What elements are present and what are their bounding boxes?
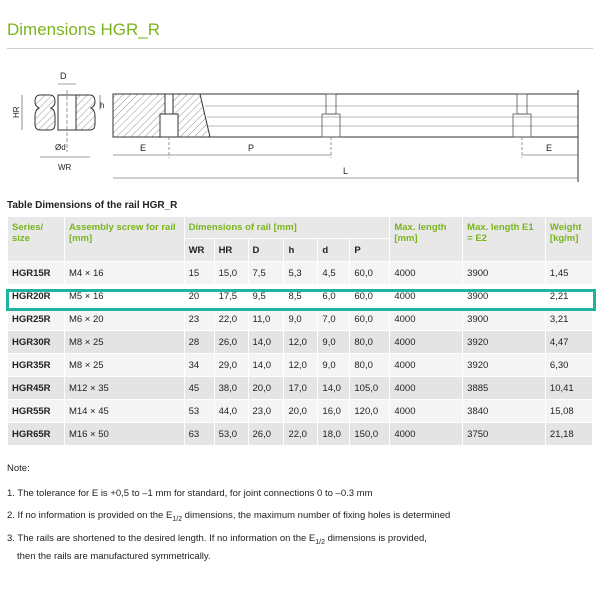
table-cell: 10,41: [545, 377, 592, 400]
table-cell: 44,0: [214, 400, 248, 423]
subheader-wr: WR: [184, 239, 214, 262]
table-cell: 4000: [390, 354, 463, 377]
table-cell: HGR30R: [8, 331, 65, 354]
table-cell: 3885: [463, 377, 546, 400]
table-cell: M16 × 50: [64, 423, 184, 446]
table-cell: 20,0: [284, 400, 318, 423]
table-cell: 60,0: [350, 262, 390, 285]
table-title: Table Dimensions of the rail HGR_R: [7, 200, 178, 211]
table-cell: 9,5: [248, 285, 284, 308]
table-cell: 2,21: [545, 285, 592, 308]
table-cell: 80,0: [350, 354, 390, 377]
dim-l-label: L: [343, 166, 349, 176]
subheader-p: P: [350, 239, 390, 262]
table-cell: 3,21: [545, 308, 592, 331]
table-cell: M8 × 25: [64, 354, 184, 377]
note-title: Note:: [7, 463, 30, 474]
dim-d-label: D: [60, 71, 67, 81]
note-3-text-a: 3. The rails are shortened to the desired length. If no information on the E: [7, 533, 316, 544]
table-cell: 4000: [390, 423, 463, 446]
rail-drawing: [0, 62, 600, 190]
table-cell: 22,0: [214, 308, 248, 331]
table-cell: 22,0: [284, 423, 318, 446]
rail-dimensions-table: [7, 216, 593, 446]
table-cell: 14,0: [248, 331, 284, 354]
table-cell: 150,0: [350, 423, 390, 446]
subheader-hr: HR: [214, 239, 248, 262]
table-cell: 45: [184, 377, 214, 400]
table-cell: 9,0: [318, 354, 350, 377]
subheader-d: D: [248, 239, 284, 262]
note-2: [7, 509, 450, 527]
dim-small-h-label: h: [100, 101, 105, 110]
highlight-hgr20r-row: [6, 289, 596, 311]
note-3-sub: 1/2: [315, 538, 325, 546]
table-cell: 4000: [390, 285, 463, 308]
note-3: [7, 532, 427, 564]
table-cell: HGR15R: [8, 262, 65, 285]
table-cell: 38,0: [214, 377, 248, 400]
table-row: [8, 400, 593, 423]
table-cell: M5 × 16: [64, 285, 184, 308]
table-row: [8, 354, 593, 377]
dim-p-label: P: [248, 143, 255, 153]
table-cell: 20,0: [248, 377, 284, 400]
table-cell: 12,0: [284, 354, 318, 377]
dim-e-left-label: E: [140, 143, 147, 153]
table-cell: 15,0: [214, 262, 248, 285]
table-cell: 3920: [463, 331, 546, 354]
table-cell: 14,0: [248, 354, 284, 377]
table-cell: M8 × 25: [64, 331, 184, 354]
table-cell: 3840: [463, 400, 546, 423]
table-cell: HGR35R: [8, 354, 65, 377]
table-cell: 1,45: [545, 262, 592, 285]
subheader-hole-d: d: [318, 239, 350, 262]
table-cell: 120,0: [350, 400, 390, 423]
table-cell: 18,0: [318, 423, 350, 446]
table-cell: 26,0: [214, 331, 248, 354]
table-cell: 7,0: [318, 308, 350, 331]
table-cell: 3900: [463, 308, 546, 331]
dim-hole-label: Ød: [55, 143, 66, 152]
table-cell: 26,0: [248, 423, 284, 446]
table-cell: 29,0: [214, 354, 248, 377]
table-cell: 4000: [390, 308, 463, 331]
table-cell: 53,0: [214, 423, 248, 446]
table-cell: 6,30: [545, 354, 592, 377]
table-cell: 53: [184, 400, 214, 423]
note-3-text-b: dimensions is provided,: [324, 533, 427, 544]
note-2-text-a: 2. If no information is provided on the E: [7, 510, 173, 521]
table-cell: 80,0: [350, 331, 390, 354]
subheader-h: h: [284, 239, 318, 262]
title-divider: [7, 48, 593, 49]
table-cell: 11,0: [248, 308, 284, 331]
table-cell: 17,0: [284, 377, 318, 400]
table-cell: M4 × 16: [64, 262, 184, 285]
header-series: Series/ size: [8, 217, 65, 262]
header-weight: Weight [kg/m]: [545, 217, 592, 262]
note-2-sub: 1/2: [172, 515, 183, 523]
table-cell: 3900: [463, 262, 546, 285]
page-title: Dimensions HGR_R: [7, 20, 161, 39]
table-cell: 60,0: [350, 285, 390, 308]
header-max-length: Max. length [mm]: [390, 217, 463, 262]
table-cell: 34: [184, 354, 214, 377]
table-cell: 4000: [390, 262, 463, 285]
table-cell: 20: [184, 285, 214, 308]
table-cell: 8,5: [284, 285, 318, 308]
table-cell: HGR55R: [8, 400, 65, 423]
table-cell: HGR65R: [8, 423, 65, 446]
note-1: 1. The tolerance for E is +0,5 to –1 mm for standard, for joint connections 0 to –0.3 mm: [7, 488, 373, 499]
table-cell: 21,18: [545, 423, 592, 446]
table-cell: M6 × 20: [64, 308, 184, 331]
table-cell: 23,0: [248, 400, 284, 423]
table-cell: HGR20R: [8, 285, 65, 308]
table-cell: 60,0: [350, 308, 390, 331]
table-row: [8, 331, 593, 354]
header-dimensions: Dimensions of rail [mm]: [184, 217, 390, 239]
table-row: [8, 377, 593, 400]
table-cell: M14 × 45: [64, 400, 184, 423]
table-cell: 4000: [390, 331, 463, 354]
dim-hr-label: HR: [12, 106, 21, 118]
note-3-text-c: then the rails are manufactured symmetrically.: [17, 550, 211, 562]
table-cell: 15: [184, 262, 214, 285]
table-cell: 4,47: [545, 331, 592, 354]
table-cell: 4000: [390, 400, 463, 423]
table-cell: 12,0: [284, 331, 318, 354]
table-cell: HGR25R: [8, 308, 65, 331]
table-cell: 63: [184, 423, 214, 446]
table-cell: 3750: [463, 423, 546, 446]
note-2-text-b: dimensions, the maximum number of fixing holes is determined: [182, 510, 451, 521]
header-max-length-e: Max. length E1 = E2: [463, 217, 546, 262]
table-row: [8, 423, 593, 446]
table-cell: 17,5: [214, 285, 248, 308]
table-cell: 9,0: [284, 308, 318, 331]
table-cell: 14,0: [318, 377, 350, 400]
table-cell: 7,5: [248, 262, 284, 285]
table-cell: 23: [184, 308, 214, 331]
table-cell: HGR45R: [8, 377, 65, 400]
dim-e-right-label: E: [546, 143, 553, 153]
table-header-row: [8, 217, 593, 239]
header-screw: Assembly screw for rail [mm]: [64, 217, 184, 262]
table-cell: 4000: [390, 377, 463, 400]
table-cell: 3900: [463, 285, 546, 308]
table-cell: 6,0: [318, 285, 350, 308]
table-row: [8, 262, 593, 285]
table-cell: 9,0: [318, 331, 350, 354]
table-cell: 3920: [463, 354, 546, 377]
table-cell: 5,3: [284, 262, 318, 285]
table-cell: 15,08: [545, 400, 592, 423]
table-cell: 28: [184, 331, 214, 354]
table-cell: 4,5: [318, 262, 350, 285]
table-cell: M12 × 35: [64, 377, 184, 400]
dim-wr-label: WR: [58, 163, 72, 172]
table-cell: 16,0: [318, 400, 350, 423]
table-cell: 105,0: [350, 377, 390, 400]
